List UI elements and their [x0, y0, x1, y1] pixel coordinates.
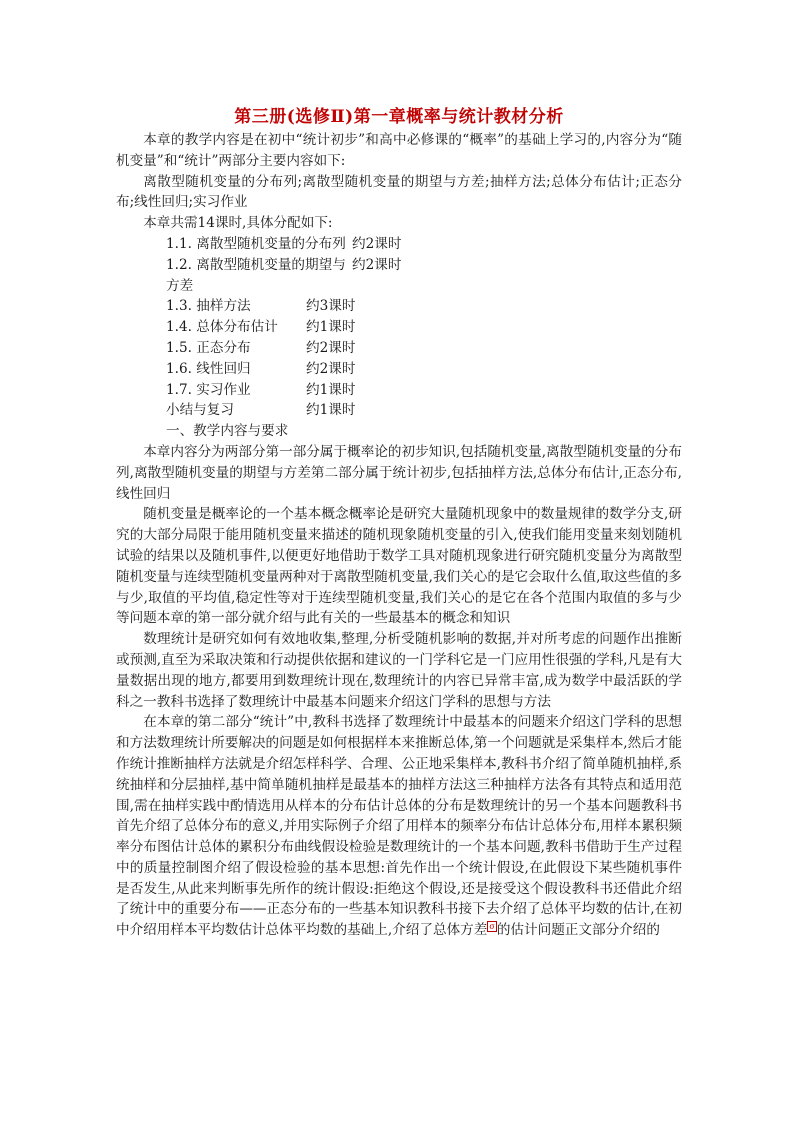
body-paragraph: 数理统计是研究如何有效地收集,整理,分析受随机影响的数据,并对所考虑的问题作出推断或预测,直至为采取决策和行动提供依据和建议的一门学科它是一门应用性很强的学科,凡是有大量数据出现的地方,都要用到数理统计现在,数理统计的内容已异常丰富,成为数学中最活跃的学科之一教科书选择了数理统计中最基本问题来介绍这门学科的思想与方法: [116, 631, 682, 710]
schedule-item: 1.1. 离散型随机变量的分布列: [166, 235, 346, 252]
schedule-intro: 本章共需14课时,具体分配如下:: [143, 215, 333, 232]
schedule-row: [116, 296, 682, 317]
formula-placeholder-icon: σ: [489, 921, 495, 931]
schedule-item: 1.2. 离散型随机变量的期望与方差: [166, 256, 346, 294]
schedule-item: 1.7. 实习作业: [166, 381, 251, 398]
body-text: 的估计问题正文部分介绍的: [496, 922, 660, 939]
schedule-row: [116, 380, 682, 401]
schedule-item: 1.6. 线性回归: [166, 360, 251, 377]
schedule-row: [116, 338, 682, 359]
schedule-list: [116, 234, 682, 421]
body-text: 在本章的第二部分“统计”中,教科书选择了数理统计中最基本的问题来介绍这门学科的思想和方法数理统计所要解决的问题是如何根据样本来推断总体,第一个问题就是采集样本,然后才能作统计推断抽样方法就是介绍怎样科学、合理、公正地采集样本,教科书介绍了简单随机抽样,系统抽样和分层抽样,基中简单随机抽样是最基本的抽样方法这三种抽样方法各有其特点和适用范围,需在抽样实践中酌情选用从样本的分布估计总体的分布是数理统计的另一个基本问题教科书首先介绍了总体分布的意义,并用实际例子介绍了用样本的频率分布估计总体分布,用样本累积频率分布图估计总体的累积分布曲线假设检验是数理统计的一个基本问题,教科书借助于生产过程中的质量控制图介绍了假设检验的基本思想:首先作出一个统计假设,在此假设下某些随机事件是否发生,从此来判断事先所作的统计假设:拒绝这个假设,还是接受这个假设教科书还借此介绍了统计中的重要分布——正态分布的一些基本知识教科书接下去介绍了总体平均数的估计,在初中介绍用样本平均数估计总体平均数的基础上,介绍了总体方差: [116, 714, 682, 939]
content-list: 离散型随机变量的分布列;离散型随机变量的期望与方差;抽样方法;总体分布估计;正态分布;线性回归;实习作业: [116, 173, 682, 211]
schedule-hours: 约1课时: [306, 319, 356, 336]
schedule-row: [116, 255, 682, 297]
body-paragraph: [116, 712, 682, 941]
schedule-hours: 约2课时: [306, 339, 356, 356]
schedule-item: 1.5. 正态分布: [166, 339, 251, 356]
schedule-hours: 约1课时: [306, 402, 356, 419]
body-paragraph: 本章内容分为两部分第一部分属于概率论的初步知识,包括随机变量,离散型随机变量的分布列,离散型随机变量的期望与方差第二部分属于统计初步,包括抽样方法,总体分布估计,正态分布,线性回归: [116, 443, 682, 502]
schedule-item: 小结与复习: [166, 402, 234, 419]
section-heading: 一、教学内容与要求: [166, 423, 289, 440]
schedule-hours: 约2课时: [306, 360, 356, 377]
schedule-hours: 约1课时: [306, 381, 356, 398]
document-title: 第三册(选修Ⅱ)第一章概率与统计教材分析: [234, 107, 564, 127]
intro-paragraph: 本章的教学内容是在初中“统计初步”和高中必修课的“概率”的基础上学习的,内容分为“随机变量”和“统计”两部分主要内容如下:: [116, 132, 682, 169]
schedule-hours: 约2课时: [352, 235, 402, 252]
schedule-hours: 约3课时: [306, 298, 356, 315]
schedule-row: [116, 400, 682, 421]
schedule-item: 1.4. 总体分布估计: [166, 319, 278, 336]
body-paragraph: 随机变量是概率论的一个基本概念概率论是研究大量随机现象中的数量规律的数学分支,研究的大部分局限于能用随机变量来描述的随机现象随机变量的引入,使我们能用变量来刻划随机试验的结果以及随机事件,以便更好地借助于数学工具对随机现象进行研究随机变量分为离散型随机变量与连续型随机变量两种对于离散型随机变量,我们关心的是它会取什么值,取这些值的多与少,取值的平均值,稳定性等对于连续型随机变量,我们关心的是它在各个范围内取值的多与少等问题本章的第一部分就介绍与此有关的一些最基本的概念和知识: [116, 506, 682, 627]
schedule-item: 1.3. 抽样方法: [166, 298, 251, 315]
schedule-row: [116, 359, 682, 380]
schedule-row: [116, 317, 682, 338]
schedule-hours: 约2课时: [352, 256, 402, 273]
schedule-row: [116, 234, 682, 255]
